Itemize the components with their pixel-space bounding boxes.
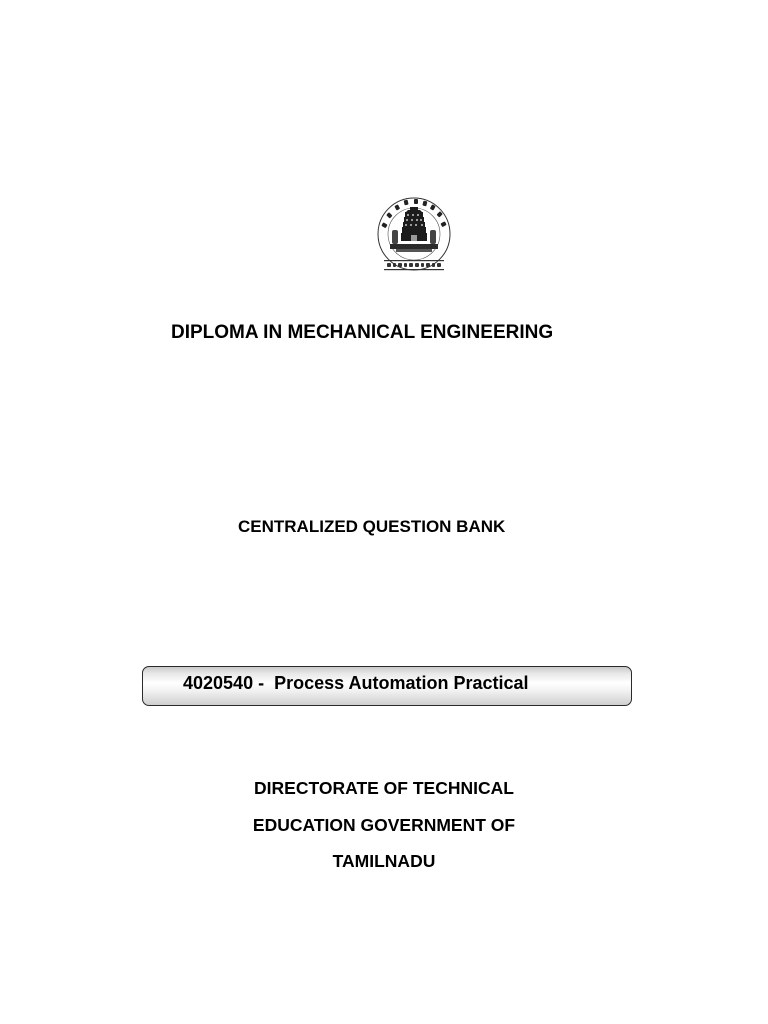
program-title: DIPLOMA IN MECHANICAL ENGINEERING <box>171 322 554 343</box>
question-bank-title: CENTRALIZED QUESTION BANK <box>238 517 506 536</box>
government-emblem-icon <box>370 190 458 278</box>
course-code: 4020540 - <box>183 673 265 693</box>
directorate-line-2: EDUCATION GOVERNMENT OF <box>252 815 516 835</box>
course-title <box>183 673 529 694</box>
directorate-line-3: TAMILNADU <box>332 851 436 871</box>
directorate-line-1: DIRECTORATE OF TECHNICAL <box>254 778 514 798</box>
course-name: Process Automation Practical <box>274 673 529 693</box>
